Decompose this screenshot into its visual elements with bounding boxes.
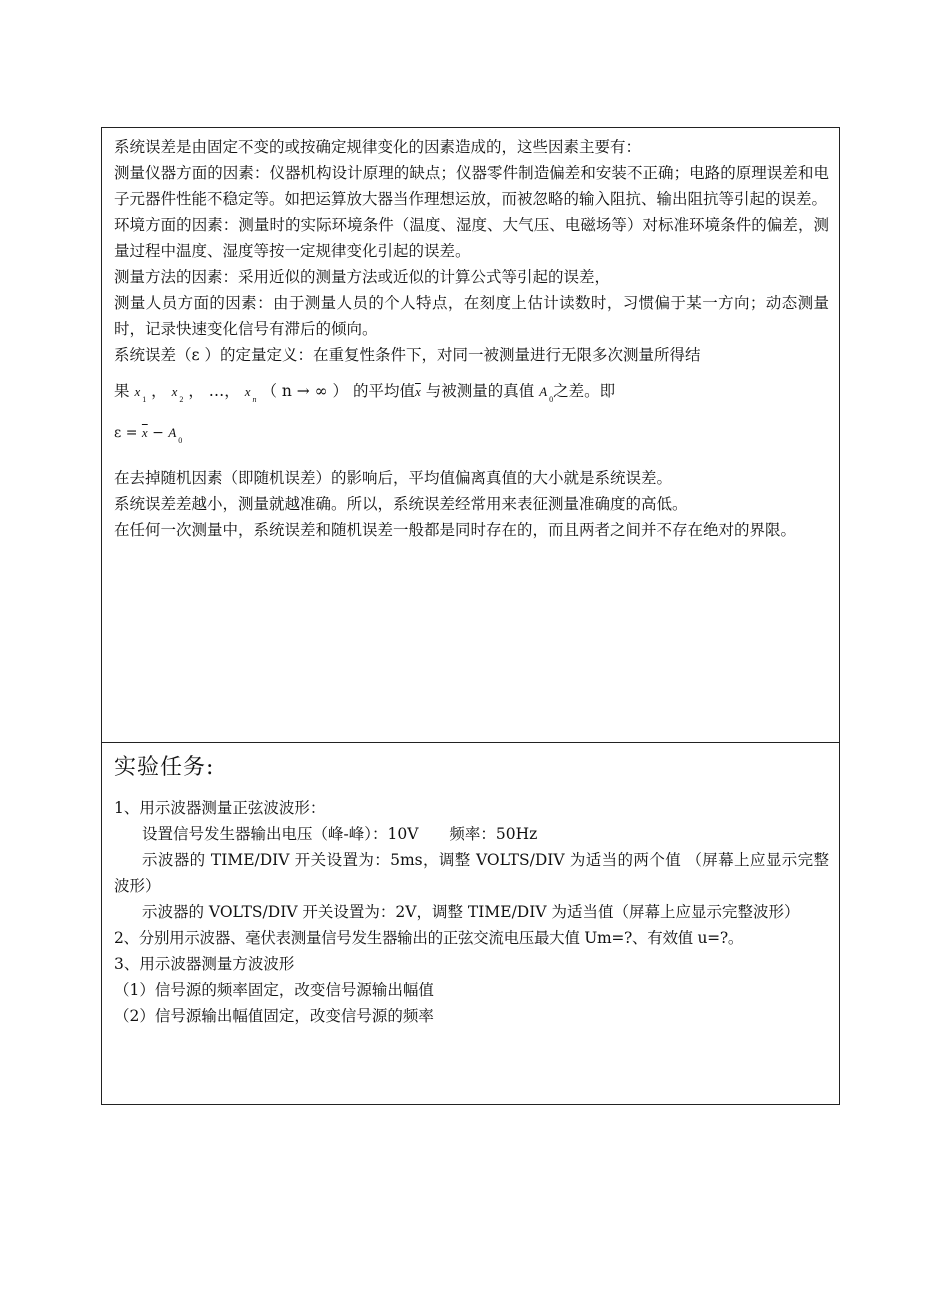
mean-x: $\overline{x}$ [415,384,421,399]
paragraph-intro: 系统误差是由固定不变的或按确定规律变化的因素造成的，这些因素主要有： [114,138,642,156]
document-table [101,127,840,1105]
task-1-time-div: 示波器的 TIME/DIV 开关设置为：5ms，调整 VOLTS/DIV 为适当的两个值 （屏幕上应显示完整波形） [114,851,829,895]
paragraph-method-factors: 测量方法的因素：采用近似的测量方法或近似的计算公式等引起的误差， [114,268,611,286]
task-1-signal-settings: 设置信号发生器输出电压（峰-峰）：10V 频率：50Hz [142,825,538,843]
paragraph-coexistence: 在任何一次测量中，系统误差和随机误差一般都是同时存在的，而且两者之间并不存在绝对的界限。 [114,521,797,539]
mean-text: 的平均值 [353,382,416,400]
task-3-item-2: （2）信号源输出幅值固定，改变信号源的频率 [114,1007,434,1025]
paragraph-instrument-factors: 测量仪器方面的因素：仪器机构设计原理的缺点；仪器零件制造偏差和安装不正确；电路的原理误差和电子元器件性能不稳定等。如把运算放大器当作理想运放，而被忽略的输入阻抗、输出阻抗等引起的误差。 [114,164,829,208]
section-title: 实验任务: [114,755,215,780]
experiment-tasks-cell [102,743,839,1104]
var-a0: A [539,384,548,399]
eq-a: A [168,425,177,440]
eq-mean-x: $\overline{x}$ [141,425,148,440]
paragraph-environment-factors: 环境方面的因素：测量时的实际环境条件（温度、湿度、大气压、电磁场等）对标准环境条件的偏差，测量过程中温度、湿度等按一定规律变化引起的误差。 [114,216,829,260]
var-x2: x [171,384,178,399]
sub-n: n [252,395,257,404]
true-value-text: 与被测量的真值 [425,382,535,400]
paragraph-accuracy: 系统误差差越小，测量就越准确。所以，系统误差经常用来表征测量准确度的高低。 [114,495,688,513]
formula-tail: 之差。即 [553,382,616,400]
task-3: 3、用示波器测量方波波形 [114,955,295,973]
task-3-item-1: （1）信号源的频率固定，改变信号源输出幅值 [114,981,434,999]
paragraph-personnel-factors: 测量人员方面的因素：由于测量人员的个人特点，在刻度上估计读数时，习惯偏于某一方向；动态测量时，记录快速变化信号有滞后的倾向。 [114,294,829,338]
var-xn: x [244,384,251,399]
sub-2: 2 [179,395,184,404]
limit-condition: （ n → ∞ ） [261,382,349,400]
eq-equals: = [125,425,138,441]
systematic-error-cell [102,128,839,743]
systematic-error-equation [114,425,829,453]
definition-formula-line [114,378,829,413]
var-x1: x [134,384,141,399]
task-1: 1、用示波器测量正弦波波形： [114,799,326,817]
eq-epsilon: ε [114,425,122,441]
task-1-volts-div: 示波器的 VOLTS/DIV 开关设置为：2V，调整 TIME/DIV 为适当值（屏幕上应显示完整波形） [142,903,800,921]
paragraph-random-removed: 在去掉随机因素（即随机误差）的影响后，平均值偏离真值的大小就是系统误差。 [114,469,673,487]
ellipsis: … [208,382,225,400]
comma-1: ， [151,382,167,400]
sub-1: 1 [142,395,147,404]
comma-3: ， [224,382,240,400]
eq-minus: − [152,425,164,441]
task-2: 2、分别用示波器、毫伏表测量信号发生器输出的正弦交流电压最大值 Um=?、有效值 u=?。 [114,929,744,947]
formula-prefix: 果 [114,382,130,400]
paragraph-definition: 系统误差（ε ）的定量定义：在重复性条件下，对同一被测量进行无限多次测量所得结 [114,346,701,364]
comma-2: ， [188,382,204,400]
sub-0: 0 [549,395,554,404]
eq-sub-0: 0 [178,436,183,445]
